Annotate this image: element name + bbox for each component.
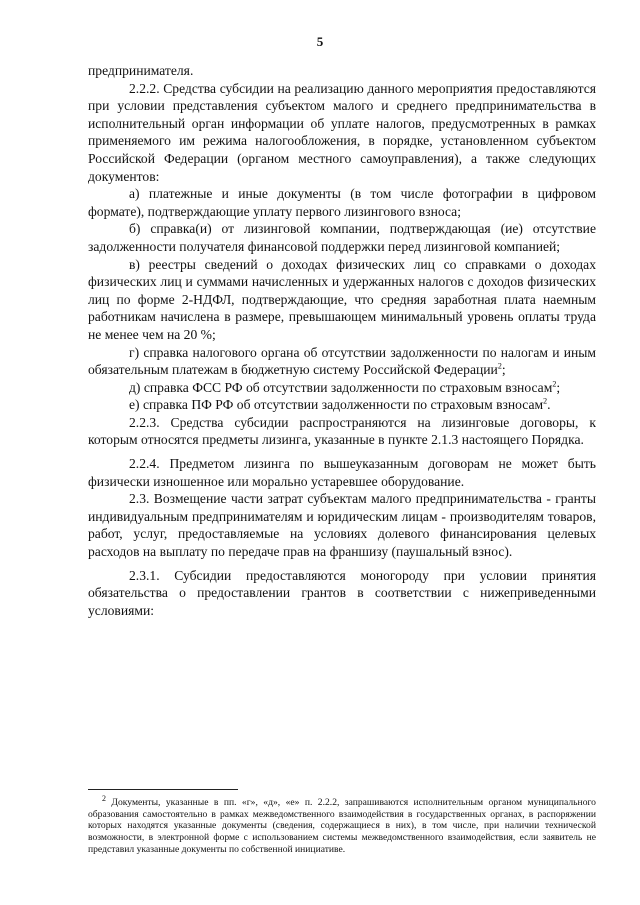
paragraph-continuation: предпринимателя.: [88, 63, 194, 78]
list-item-v: в) реестры сведений о доходах физических лиц со справками о доходах физических лиц и суммами начисленных и удержанных налогов с доходов физических лиц по форме 2-НДФЛ, подтверждающие, что средняя заработная плата наемным работникам начислена в размере, превышающем минимальный уровень оплаты труда не менее чем на 20 %;: [88, 256, 596, 342]
footnote-ref: 2: [543, 396, 548, 406]
list-item-d-text: д) справка ФСС РФ об отсутствии задолженности по страховым взносам: [129, 379, 553, 395]
paragraph-2-2-4: 2.2.4. Предметом лизинга по вышеуказанным договорам не может быть физически изношенное или морально устаревшее оборудование.: [88, 456, 596, 489]
paragraph-2-2-2: 2.2.2. Средства субсидии на реализацию данного мероприятия предоставляются при условии представления субъектом малого и среднего предпринимательства в исполнительный орган информации об уплате налогов, предусмотренных в рамках применяемого им режима налогообложения, в порядке, установленном субъектом Российской Федерации (органом местного самоуправления), а также следующих документов:: [88, 80, 596, 184]
list-item-d: [88, 379, 596, 397]
list-item-d-tail: ;: [556, 379, 561, 395]
footnote-ref: 2: [552, 379, 557, 389]
list-item-g: [88, 344, 596, 379]
paragraph-2-2-3: 2.2.3. Средства субсидии распространяются на лизинговые договоры, к которым относятся предметы лизинга, указанные в пункте 2.1.3 настоящего Порядка.: [88, 414, 596, 448]
footnote-mark: [102, 793, 106, 808]
footnote-ref: 2: [497, 361, 502, 371]
paragraph-2-3: 2.3. Возмещение части затрат субъектам малого предпринимательства - гранты индивидуальным предпринимателям и юридическим лицам - производителям товаров, работ, услуг, предоставляемые на условиях долевого финансирования целевых расходов на выплату по передаче прав на франшизу (паушальный взнос).: [88, 491, 596, 560]
list-item-g-tail: ;: [501, 362, 506, 378]
list-item-e-tail: .: [547, 397, 551, 413]
list-item-g-text: г) справка налогового органа об отсутствии задолженности по налогам и иным обязательным платежам в бюджетную систему Российской Федерации: [88, 344, 596, 378]
document-body: [88, 62, 596, 619]
footnote-mark-number: 2: [102, 793, 106, 803]
footnote: [88, 793, 596, 856]
page-number: 5: [316, 34, 324, 49]
footnote-text: Документы, указанные в пп. «г», «д», «е» п. 2.2.2, запрашиваются исполнительным органом муниципального образования самостоятельно в рамках межведомственного взаимодействия в государственных органах, в распоряжении которых находятся указанные документы (сведения, содержащиеся в них), в том числе, при наличии технической возможности, в электронной форме с использованием системы межведомственного взаимодействия, если заявитель не представил указанные документы по собственной инициативе.: [88, 797, 596, 855]
footnote-divider: [88, 789, 238, 790]
list-item-a: а) платежные и иные документы (в том числе фотографии в цифровом формате), подтверждающие уплату первого лизингового взноса;: [88, 186, 596, 219]
list-item-e-text: е) справка ПФ РФ об отсутствии задолженности по страховым взносам: [129, 397, 544, 413]
list-item-e: [88, 396, 596, 414]
paragraph-2-3-1: 2.3.1. Субсидии предоставляются моногороду при условии принятия обязательства о предоставлении грантов в соответствии с нижеприведенными условиями:: [88, 567, 596, 618]
list-item-b: б) справка(и) от лизинговой компании, подтверждающая (ие) отсутствие задолженности получателя финансовой поддержки перед лизинговой компанией;: [88, 221, 596, 254]
